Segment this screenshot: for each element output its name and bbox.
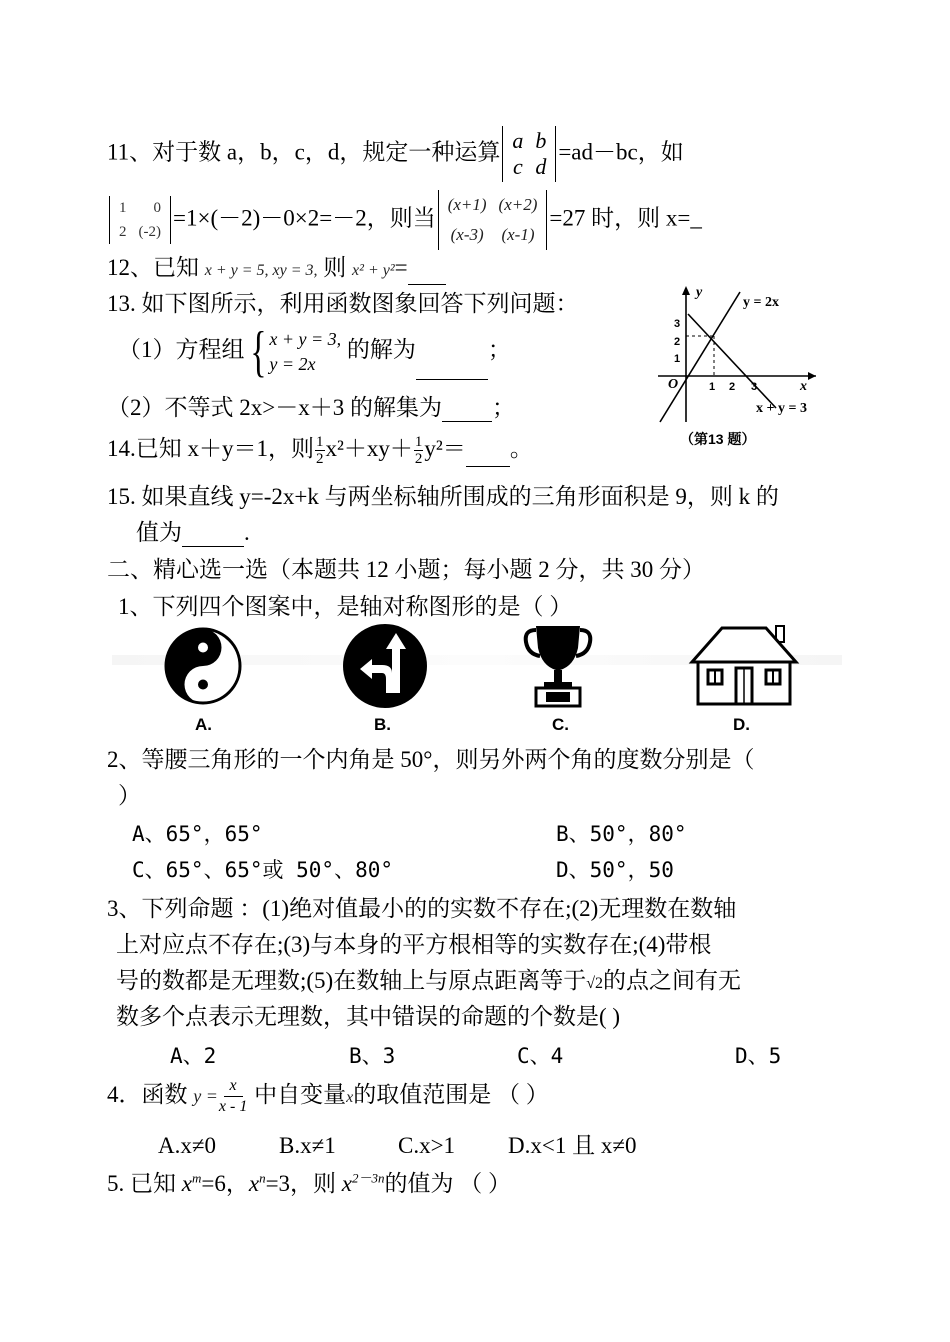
determinant-example [109,196,171,244]
determinant-x [438,190,548,250]
origin-label: O [668,377,679,392]
system-row-1: x + y = 3, [269,328,342,349]
mc2-option-c[interactable]: C、65°、65°或 50°、80° [132,858,394,882]
q15-line2 [136,519,250,547]
fraction-half-1 [315,434,325,467]
mc4-option-b[interactable]: B.x≠1 [279,1133,336,1158]
mc5-x-n: $x^n$ [248,1170,266,1196]
det-a: a [512,128,524,153]
system-row-2: y = 2x [269,353,316,374]
mc2-option-b[interactable]: B、50°，80° [556,822,687,846]
equation-system [245,320,342,383]
q11-line2 [107,190,702,250]
q11-example-result: =1×(－2)－0×2=－2，则当 [173,205,436,231]
mc3-line-1: 3、下列命题 ：(1)绝对值最小的的实数不存在;(2)无理数在数轴 [107,896,737,921]
mc2-stem-1: 2、等腰三角形的一个内角是 50°，则另外两个角的度数分别是（ [107,747,755,772]
mc3-option-d[interactable]: D、5 [735,1044,782,1068]
mc3-option-b[interactable]: B、3 [349,1044,396,1068]
option-label-d: D. [733,715,750,734]
q11-ask: =27 时，则 x=_ [549,205,702,231]
fraction-half-2 [414,434,424,467]
q15-line1: 15. 如果直线 y=-2x+k 与两坐标轴所围成的三角形面积是 9，则 k 的 [107,484,779,509]
q13-title: 13. 如下图所示，利用函数图象回答下列问题： [107,291,579,316]
q14-end: 。 [509,436,533,461]
mc3-line-4: 数多个点表示无理数，其中错误的命题的个数是( ) [116,1004,621,1029]
q14-term1: x²＋xy＋ [325,436,413,461]
x-tick-2: 2 [729,381,736,393]
mc5-line [107,1170,511,1198]
mc5-p2: =3，则 [265,1171,342,1196]
x-tick-1: 1 [709,381,716,393]
q11-line1 [107,126,684,182]
mc4-line [107,1072,549,1121]
q11-text-post: =ad－bc，如 [558,139,684,165]
mc3-l3-post: 的点之间有无 [603,968,741,993]
mc4-frac-den: x - 1 [218,1098,248,1116]
mc5-x-power: $x^{2-3n}$ [341,1170,385,1196]
mc4-var: x [346,1089,354,1106]
graph-caption: （第13 题） [680,431,756,447]
house-icon [688,622,800,708]
q13-p1-post: 的解为 [346,337,416,362]
mc4-post: 的取值范围是 （ ） [353,1082,549,1107]
mc5-pre: 5. 已知 [107,1171,182,1196]
q13-p1-pre: （1）方程组 [118,337,245,362]
q15-pre: 值为 [136,520,182,545]
det-d: d [535,154,547,179]
det2-22: (-2) [138,224,161,240]
function-graph [648,282,848,424]
q15-answer-blank[interactable] [182,524,244,547]
det3-22: (x-1) [501,225,535,244]
q13-p1-answer-blank[interactable] [416,357,488,380]
det3-11: (x+1) [447,195,487,214]
q13-part2 [107,394,515,422]
traffic-sign-icon [342,623,428,709]
option-label-a: A. [195,715,212,734]
q12-condition: x + y = 5, xy = 3, [204,262,318,279]
q12-pre: 12、已知 [107,255,199,280]
mc4-option-d[interactable]: D.x<1 且 x≠0 [508,1133,637,1158]
option-label-c: C. [552,715,569,734]
trophy-icon [522,620,594,712]
mc2-option-d[interactable]: D、50°，50 [556,858,674,882]
mc3-line-2: 上对应点不存在;(3)与本身的平方根相等的实数存在;(4)带根 [116,932,712,957]
mc4-frac-num: x [224,1076,243,1097]
mc4-mid: 中自变量 [254,1082,347,1107]
det-c: c [512,154,523,179]
mc2-option-a[interactable]: A、65°，65° [132,822,263,846]
mc3-line-3 [116,967,741,998]
det2-12: 0 [153,200,161,216]
q12-eq: = [394,255,408,280]
frac-num: 1 [414,434,423,451]
brace-icon: { [249,320,267,383]
mc5-x-m: $x^m$ [181,1170,202,1196]
sqrt-two: √2 [586,975,603,992]
q13-p2-answer-blank[interactable] [442,399,492,422]
line1-label: y = 2x [743,295,779,310]
q14-answer-blank[interactable] [466,444,510,467]
yin-yang-icon [162,626,244,706]
det3-21: (x-3) [450,225,484,244]
mc4-func-lhs: y = [193,1086,218,1106]
line-x-plus-y-3 [688,314,776,408]
q12-mid: 则 [323,255,347,280]
x-tick-3: 3 [751,381,758,393]
y-axis-arrow-icon [682,286,690,295]
det3-12: (x+2) [498,195,538,214]
q13-p2-end: ； [491,395,515,420]
q11-text-pre: 11、对于数 a，b，c，d，规定一种运算 [107,139,501,165]
mc5-p1: =6， [201,1171,249,1196]
x-axis-arrow-icon [808,372,816,380]
determinant-abcd [502,126,556,182]
q14-line [107,432,533,467]
mc3-l3-pre: 号的数都是无理数;(5)在数轴上与原点距离等于 [116,968,587,993]
q12-line [107,254,446,285]
q14-pre: 14.已知 x＋y＝1，则 [107,436,314,461]
mc3-option-a[interactable]: A、2 [170,1044,217,1068]
mc2-stem-2: ） [118,783,141,808]
frac-num: 1 [316,434,324,451]
x-axis-label: x [800,379,807,394]
line2-label: x + y = 3 [756,401,807,416]
section2-title: 二、精心选一选（本题共 12 小题；每小题 2 分，共 30 分） [107,557,705,582]
y-tick-3: 3 [674,318,681,330]
q13-p1-end: ； [487,337,511,362]
option-label-b: B. [374,715,391,734]
det2-11: 1 [119,200,127,216]
q13-part1 [118,320,511,383]
mc3-option-c[interactable]: C、4 [517,1044,564,1068]
det2-21: 2 [119,224,127,240]
q12-answer-blank[interactable] [408,262,446,285]
mc4-option-a[interactable]: A.x≠0 [158,1133,216,1158]
mc5-post: 的值为 （ ） [384,1171,512,1196]
mc1-stem: 1、下列四个图案中，是轴对称图形的是（ ） [118,594,573,619]
q15-end: . [244,520,250,545]
y-axis-label: y [696,285,703,300]
q13-p2-text: （2）不等式 2x>－x＋3 的解集为 [107,395,442,420]
mc4-pre: 4．函数 [107,1082,188,1107]
y-tick-2: 2 [674,336,681,348]
q14-term2: y²＝ [424,436,466,461]
frac-den: 2 [316,451,324,468]
mc4-fraction [219,1076,247,1117]
y-tick-1: 1 [674,353,681,365]
det-b: b [535,128,547,153]
q12-expression: x² + y² [352,262,395,279]
mc4-option-c[interactable]: C.x>1 [398,1133,456,1158]
frac-den: 2 [414,451,423,468]
